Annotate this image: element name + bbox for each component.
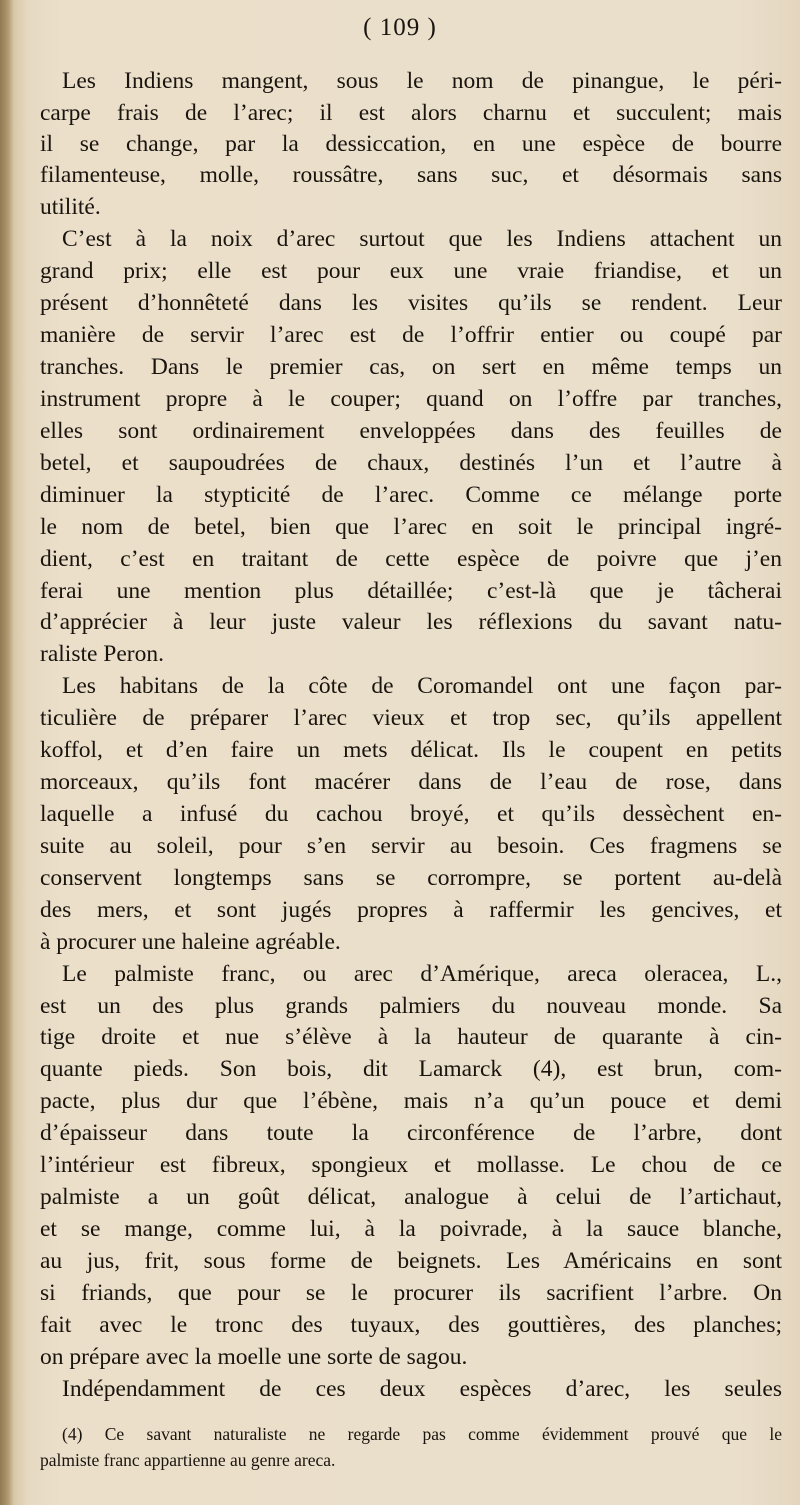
- text-line: Les Indiens mangent, sous le nom de pinangue, le péri-: [62, 68, 782, 94]
- text-line: elles sont ordinairement enveloppées dans des feuilles de: [40, 418, 782, 444]
- text-line: pacte, plus dur que l’ébène, mais n’a qu’un pouce et demi: [40, 1088, 782, 1114]
- text-line: tige droite et nue s’élève à la hauteur de quarante à cin-: [40, 1024, 782, 1050]
- text-line: si friands, que pour se le procurer ils sacrifient l’arbre. On: [40, 1280, 782, 1306]
- text-line: palmiste a un goût délicat, analogue à celui de l’artichaut,: [40, 1184, 782, 1210]
- text-line: tranches. Dans le premier cas, on sert en même temps un: [40, 354, 782, 380]
- text-line: filamenteuse, molle, roussâtre, sans suc, et désormais sans: [40, 162, 782, 188]
- text-line: au jus, frit, sous forme de beignets. Les Américains en sont: [40, 1248, 782, 1274]
- text-line: ticulière de préparer l’arec vieux et trop sec, qu’ils appellent: [40, 705, 782, 731]
- text-line: d’apprécier à leur juste valeur les réflexions du savant natu-: [40, 609, 782, 635]
- text-line: morceaux, qu’ils font macérer dans de l’eau de rose, dans: [40, 769, 782, 795]
- text-line: C’est à la noix d’arec surtout que les Indiens attachent un: [62, 226, 782, 252]
- text-line: et se mange, comme lui, à la poivrade, à la sauce blanche,: [40, 1216, 782, 1242]
- text-line: utilité.: [40, 194, 101, 220]
- text-line: betel, et saupoudrées de chaux, destinés l’un et l’autre à: [40, 450, 782, 476]
- text-line: koffol, et d’en faire un mets délicat. Ils le coupent en petits: [40, 737, 782, 763]
- text-line: fait avec le tronc des tuyaux, des gouttières, des planches;: [40, 1312, 782, 1338]
- text-line: conservent longtemps sans se corrompre, se portent au-delà: [40, 865, 782, 891]
- text-line: suite au soleil, pour s’en servir au besoin. Ces fragmens se: [40, 833, 782, 859]
- text-line: à procurer une haleine agréable.: [40, 929, 341, 955]
- text-line: manière de servir l’arec est de l’offrir entier ou coupé par: [40, 322, 782, 348]
- text-line: d’épaisseur dans toute la circonférence de l’arbre, dont: [40, 1120, 782, 1146]
- text-line: ferai une mention plus détaillée; c’est-là que je tâcherai: [40, 578, 782, 604]
- text-line: dient, c’est en traitant de cette espèce de poivre que j’en: [40, 546, 782, 572]
- text-line: Indépendamment de ces deux espèces d’arec, les seules: [62, 1376, 782, 1402]
- text-line: Les habitans de la côte de Coromandel ont une façon par-: [62, 673, 782, 699]
- text-line: raliste Peron.: [40, 641, 164, 667]
- text-line: carpe frais de l’arec; il est alors charnu et succulent; mais: [40, 100, 782, 126]
- footnote-line: (4) Ce savant naturaliste ne regarde pas comme évidemment prouvé que le: [62, 1424, 782, 1444]
- text-line: le nom de betel, bien que l’arec en soit le principal ingré-: [40, 514, 782, 540]
- text-line: Le palmiste franc, ou arec d’Amérique, areca oleracea, L.,: [62, 961, 782, 987]
- text-line: des mers, et sont jugés propres à raffermir les gencives, et: [40, 897, 782, 923]
- footnote-line: palmiste franc appartienne au genre areca.: [40, 1450, 336, 1470]
- page-number: ( 109 ): [363, 14, 437, 41]
- text-line: on prépare avec la moelle une sorte de sagou.: [40, 1344, 468, 1370]
- text-line: présent d’honnêteté dans les visites qu’ils se rendent. Leur: [40, 290, 782, 316]
- text-line: grand prix; elle est pour eux une vraie friandise, et un: [40, 258, 782, 284]
- text-line: il se change, par la dessiccation, en une espèce de bourre: [40, 131, 782, 157]
- text-line: instrument propre à le couper; quand on l’offre par tranches,: [40, 386, 782, 412]
- text-line: diminuer la stypticité de l’arec. Comme ce mélange porte: [40, 482, 782, 508]
- text-line: laquelle a infusé du cachou broyé, et qu’ils dessèchent en-: [40, 801, 782, 827]
- text-line: est un des plus grands palmiers du nouveau monde. Sa: [40, 993, 782, 1019]
- text-line: quante pieds. Son bois, dit Lamarck (4), est brun, com-: [40, 1056, 782, 1082]
- text-line: l’intérieur est fibreux, spongieux et mollasse. Le chou de ce: [40, 1152, 782, 1178]
